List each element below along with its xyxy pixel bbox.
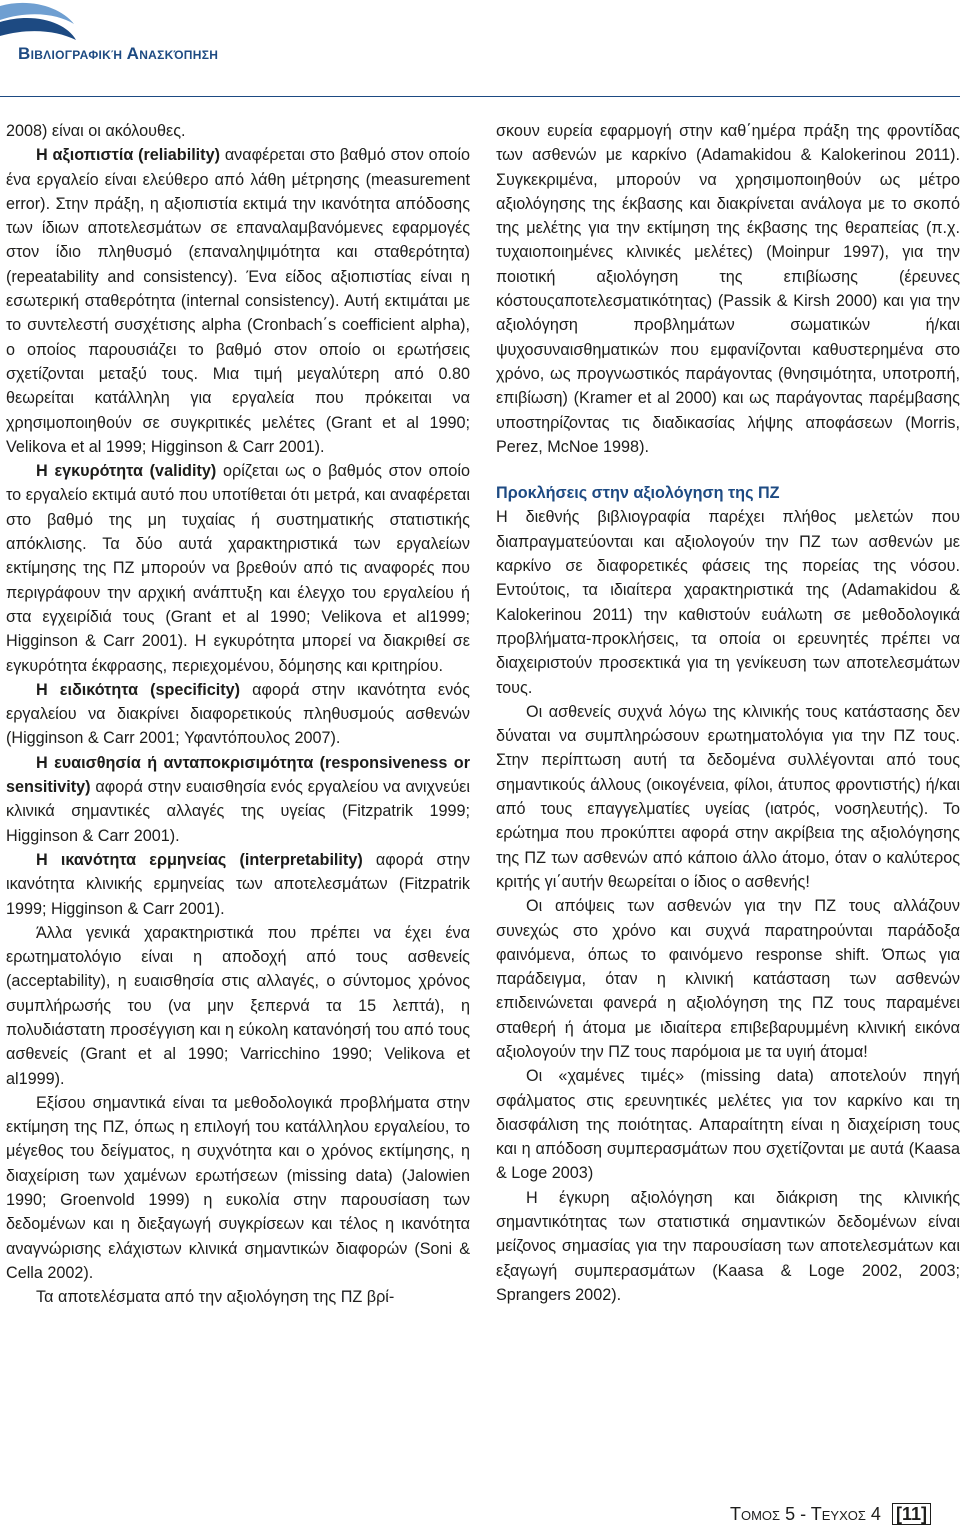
page-number: [11] [892, 1503, 931, 1525]
journal-issue-label: Τομος 5 - Τευχος 4 [730, 1504, 881, 1524]
paragraph [6, 143, 470, 459]
paragraph [6, 921, 470, 1091]
text-run: Τα αποτελέσματα από την αξιολόγηση της ΠΖ βρί- [36, 1288, 395, 1307]
page-footer [730, 1504, 931, 1525]
text-run: Οι «χαμένες τιμές» (missing data) αποτελούν πηγή σφάλματος στις ερευνητικές μελέτες για τον καρκίνο και τη διασφάλιση της ποιότητας. Απαραίτητη είναι η διαχείριση τους και η απόδοση συμπερασμάτων που σχετίζονται με αυτά (Kaasa & Loge 2003) [496, 1067, 960, 1183]
text-run: Η έγκυρη αξιολόγηση και διάκριση της κλινικής σημαντικότητας των στατιστικά σημαντικών δεδομένων είναι μείζονος σημασίας για την παρουσίαση των αποτελεσμάτων και εξαγωγή συμπερασμάτων (Kaasa & Loge 2002, 2003; Sprangers 2002). [496, 1188, 960, 1304]
paragraph [6, 119, 470, 143]
term-bold: Η ειδικότητα (specificity) [36, 680, 241, 699]
right-column [496, 119, 960, 1307]
paragraph [6, 848, 470, 921]
text-run: ορίζεται ως ο βαθμός στον οποίο το εργαλείο εκτιμά αυτό που υποτίθεται ότι μετρά, και αναφέρεται στο βαθμό της μη τυχαίας ή συστηματικής στατιστικής απόκλισης. Τα δύο αυτά χαρακτηριστικά των εργαλείων εκτίμησης της ΠΖ μπορούν να βρεθούν από τις αναφορές που περιγράφουν την αρχική ανάπτυξη και έλεγχο του εργαλείου ή στα εγχειρίδιά τους (Grant et al 1990; Velikova et al1999; Higginson & Carr 2001). Η εγκυρότητα μπορεί να διακριθεί σε εγκυρότητα έκφρασης, περιεχομένου, δόμησης και κριτηρίου. [6, 462, 470, 675]
term-bold: Η εγκυρότητα (validity) [36, 462, 217, 481]
paragraph [6, 751, 470, 848]
term-bold: Η ευαισθησία ή ανταποκρισιμότητα (responsiveness or sensitivity) [6, 753, 470, 797]
section-heading: Προκλήσεις στην αξιολόγηση της ΠΖ [496, 484, 780, 503]
paragraph [496, 119, 960, 459]
text-run: Οι ασθενείς συχνά λόγω της κλινικής τους κατάστασης δεν δύναται να συμπληρώσουν ερωτηματολόγια για την ΠΖ τους. Στην περίπτωση αυτή τα δεδομένα συλλέγονται από τους σημαντικούς άλλους (οικογένεια, φίλοι, άτυπος φροντιστής) ή/και από τους επαγγελματίες υγείας (ιατρός, νοσηλευτής). Το ερώτημα που προκύπτει αφορά στην ακρίβεια της αξιολόγησης της ΠΖ των ασθενών από κάποιο άλλο άτομο, όταν ο καλύτερος κριτής γι΄αυτήν θεωρείται ο ίδιος ο ασθενής! [496, 702, 960, 891]
paragraph [496, 1186, 960, 1307]
paragraph [6, 1285, 470, 1309]
text-run: αναφέρεται στο βαθμό στον οποίο ένα εργαλείο είναι ελεύθερο από λάθη μέτρησης (measurement error). Στην πράξη, η αξιοπιστία εκτιμά την ικανότητα απόδοσης των ίδιων αποτελεσμάτων σε επαναλαμβανόμενες εφαρμογές στον ίδιο πληθυσμό (επαναληψιμότητα και σταθερότητα) (repeatability and consistency). Ένα είδος αξιοπιστίας είναι η εσωτερική σταθερότητα (internal consistency). Αυτή εκτιμάται με το συντελεστή συσχέτισης alpha (Cronbach΄s coefficient alpha), ο οποίος παρουσιάζει το βαθμό στον οποίο οι ερωτήσεις σχετίζονται μεταξύ τους. Μια τιμή μεγαλύτερη από 0.80 θεωρείται κατάλληλη για εργαλεία που πρόκειται να χρησιμοποιηθούν σε συγκριτικές μελέτες (Grant et al 1990; Velikova et al 1999; Higginson & Carr 2001). [6, 146, 470, 456]
left-column [6, 119, 470, 1310]
paragraph [496, 700, 960, 894]
text-run: Οι απόψεις των ασθενών για την ΠΖ τους αλλάζουν συνεχώς στο χρόνο και συχνά παρατηρούνται παράδοξα φαινόμενα, όπως το φαινόμενο response shift. Όπως για παράδειγμα, όταν η κλινική κατάσταση των ασθενών επιδεινώνεται φανερά η αξιολόγηση της ΠΖ τους παραμένει σταθερή ή άτομα με ιδιαίτερα επιβεβαρυμμένη κλινική εικόνα αξιολογούν την ΠΖ τους παρόμοια με τα υγιή άτομα! [496, 897, 960, 1061]
term-bold: Η αξιοπιστία (reliability) [36, 146, 220, 165]
text-run: Η διεθνής βιβλιογραφία παρέχει πλήθος μελετών που διαπραγματεύονται και αξιολογούν την ΠΖ των ασθενών με καρκίνο σε διαφορετικές φάσεις της πορείας της νόσου. Εντούτοις, τα ιδιαίτερα χαρακτηριστικά της (Adamakidou & Kalokerinou 2011) την καθιστούν ευάλωτη σε μεθοδολογικά προβλήματα-προκλήσεις, τα οποία οι ερευνητές πρέπει να διαχειριστούν προσεκτικά για τη γενίκευση των αποτελεσμάτων τους. [496, 508, 960, 697]
paragraph [496, 505, 960, 699]
paragraph [6, 678, 470, 751]
section-title: Βιβλιογραφική Ανασκόπηση [18, 44, 219, 63]
text-run: σκουν ευρεία εφαρμογή στην καθ΄ημέρα πράξη της φροντίδας των ασθενών με καρκίνο (Adamakidou & Kalokerinou 2011). Συγκεκριμένα, μπορούν να χρησιμοποιηθούν ως μέτρο αξιολόγησης της έκβασης και διακρίνεται ανάλογα με το σκοπό της μελέτης για την εκτίμηση της έκβασης της θεραπείας (π.χ. τυχαιοποιημένες κλινικές μελέτες) (Moinpur 1997), για την ποιοτική αξιολόγηση της επιβίωσης (έρευνες κόστουςαποτελεσματικότητας) (Passik & Kirsh 2000) και για την αξιολόγηση προβλημάτων σωματικών ή/και ψυχοσυναισθηματικών που εμφανίζονται καθυστερημένα στο χρόνο, ως προγνωστικός παράγοντας (θνησιμότητα, υποτροπή, επιβίωση) (Kramer et al 2000) και ως παράγοντας παρέμβασης υποστηρίζοντας τις διαδικασίας λήψης αποφάσεων (Morris, Perez, McNoe 1998). [496, 122, 960, 456]
text-run: αφορά στην ευαισθησία ενός εργαλείου να ανιχνεύει κλινικά σημαντικές αλλαγές της υγείας (Fitzpatrik 1999; Higginson & Carr 2001). [6, 778, 470, 845]
text-run: Εξίσου σημαντικά είναι τα μεθοδολογικά προβλήματα στην εκτίμηση της ΠΖ, όπως η επιλογή του κατάλληλου εργαλείου, το μέγεθος του δείγματος, η συχνότητα και ο χρόνος εκτίμησης, η διαχείριση των χαμένων ερωτήσεων (missing data) (Jalowien 1990; Groenvold 1999) η ευκολία στην παρουσίαση των δεδομένων και η διεξαγωγή συγκρίσεων και τέλος η ικανότητα αναγνώρισης ελάχιστων κλινικά σημαντικών διαφορών (Soni & Cella 2002). [6, 1093, 470, 1282]
paragraph [6, 459, 470, 678]
text-run: 2008) είναι οι ακόλουθες. [6, 122, 186, 140]
paragraph [496, 1064, 960, 1185]
text-run: Άλλα γενικά χαρακτηριστικά που πρέπει να έχει ένα ερωτηματολόγιο είναι η αποδοχή από τους ασθενείς (acceptability), η ευαισθησία στις αλλαγές, ο σύντομος χρόνος συμπλήρωσής του (να μην ξεπερνά τα 15 λεπτά), η πολυδιάστατη προσέγγιση και η εύκολη κατανόησή του από τους ασθενείς (Grant et al 1990; Varricchino 1990; Velikova et al1999). [6, 923, 470, 1088]
paragraph [496, 894, 960, 1064]
header-divider [0, 96, 960, 97]
text-run: αφορά στην ικανότητα ενός εργαλείου να διακρίνει διαφορετικούς πληθυσμούς ασθενών (Higginson & Carr 2001; Υφαντόπουλος 2007). [6, 680, 470, 748]
text-run: αφορά στην ικανότητα κλινικής ερμηνείας των αποτελεσμάτων (Fitzpatrik 1999; Higginson & Carr 2001). [6, 850, 470, 918]
paragraph [6, 1091, 470, 1285]
term-bold: Η ικανότητα ερμηνείας (interpretability) [36, 850, 363, 869]
